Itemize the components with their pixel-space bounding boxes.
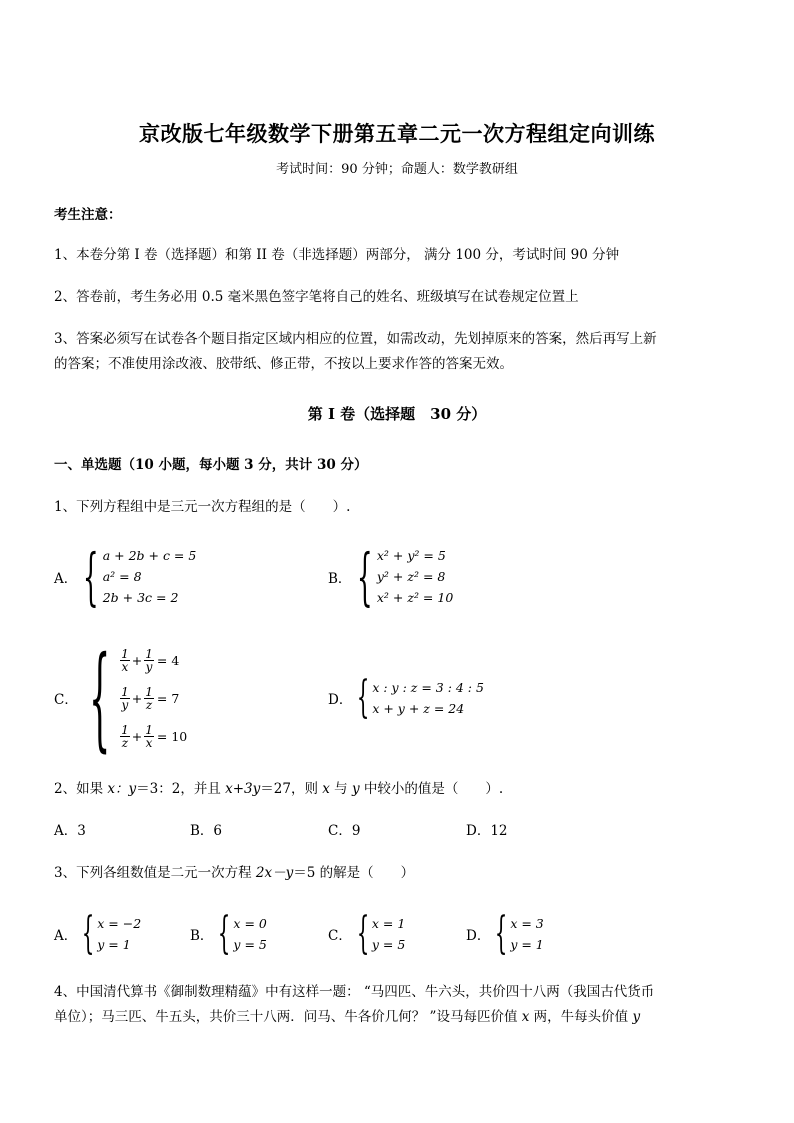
q1-c-eq-3: $\frac{1}{z}$ + $\frac{1}{x}$ = 10 <box>121 722 188 750</box>
q1-option-b <box>328 540 453 613</box>
q1-option-b-label: B． <box>328 570 352 587</box>
brace-icon: { <box>88 633 111 763</box>
q1-c-eq-2: $\frac{1}{y}$ + $\frac{1}{z}$ = 7 <box>121 684 180 712</box>
q1-c-eq-1: $\frac{1}{x}$ + $\frac{1}{y}$ = 4 <box>121 646 180 674</box>
q1-a-eq-1: a + 2b + c = 5 <box>102 548 197 563</box>
q1-d-eq-1: x : y : z = 3 : 4 : 5 <box>372 679 484 695</box>
q1-option-c <box>54 633 187 763</box>
q1-option-a-label: A． <box>54 570 78 587</box>
question-3-stem: 3、下列各组数值是二元一次方程 2x－y＝5 的解是（ ） <box>54 865 415 881</box>
brace-icon: { <box>81 908 95 959</box>
question-2-stem: 2、如果 x：y＝3：2，并且 x+3y＝27，则 x 与 y 中较小的值是（ ）. <box>54 781 504 797</box>
brace-icon: { <box>218 908 231 959</box>
q1-b-eq-3: x² + z² = 10 <box>376 590 454 605</box>
question-4-line2: 单位）；马三匹、牛五头，共价三十八两．问马、牛各价几何？ ”设马每匹价值 x 两，牛每头价值 y <box>54 1009 641 1025</box>
q1-a-eq-2: a² = 8 <box>102 569 142 584</box>
notice-item-2: 2、答卷前，考生务必用 0.5 毫米黑色签字笔将自己的姓名、班级填写在试卷规定位置上 <box>54 289 579 305</box>
q1-option-c-label: C． <box>54 692 78 708</box>
brace-icon: { <box>356 908 370 959</box>
q3-option-a: A． { x = −2 y = 1 <box>54 908 142 959</box>
notice-item-3-line2: 的答案；不准使用涂改液、胶带纸、修正带，不按以上要求作答的答案无效。 <box>54 356 513 372</box>
q2-option-c: C．9 <box>328 823 361 839</box>
q1-b-eq-1: x² + y² = 5 <box>376 548 446 563</box>
part1-heading: 第 I 卷（选择题 30 分） <box>307 405 487 423</box>
q1-option-a <box>54 540 196 613</box>
q2-option-a: A．3 <box>54 823 86 839</box>
q2-option-b: B．6 <box>190 823 223 839</box>
page-title: 京改版七年级数学下册第五章二元一次方程组定向训练 <box>139 121 655 146</box>
brace-icon: { <box>357 540 374 613</box>
q3-option-b: B． { x = 0 y = 5 <box>190 908 267 959</box>
brace-icon: { <box>357 672 370 723</box>
notice-item-1: 1、本卷分第 I 卷（选择题）和第 II 卷（非选择题）两部分， 满分 100 分，考试时间 90 分钟 <box>54 247 620 263</box>
notice-heading: 考生注意： <box>54 207 122 223</box>
q3-option-c: C． { x = 1 y = 5 <box>328 908 406 959</box>
q3-option-d: D． { x = 3 y = 1 <box>466 908 544 959</box>
question-1-stem: 1、下列方程组中是三元一次方程组的是（ ）. <box>54 499 351 515</box>
notice-item-3-line1: 3、答案必须写在试卷各个题目指定区域内相应的位置，如需改动，先划掉原来的答案，然后再写上新 <box>54 331 657 347</box>
exam-info: 考试时间：90 分钟；命题人：数学教研组 <box>276 162 518 177</box>
q1-b-eq-2: y² + z² = 8 <box>376 569 446 584</box>
q2-option-d: D．12 <box>466 823 508 839</box>
q1-option-d <box>328 672 484 723</box>
q1-a-eq-3: 2b + 3c = 2 <box>102 590 179 605</box>
q1-option-d-label: D． <box>328 691 353 708</box>
q1-d-eq-2: x + y + z = 24 <box>372 700 465 716</box>
section-heading: 一、单选题（10 小题，每小题 3 分，共计 30 分） <box>54 457 368 473</box>
brace-icon: { <box>495 908 508 959</box>
question-4-line1: 4、中国清代算书《御制数理精蕴》中有这样一题： “马四匹、牛六头，共价四十八两（我国古代货币 <box>54 984 655 1000</box>
brace-icon: { <box>83 540 99 613</box>
